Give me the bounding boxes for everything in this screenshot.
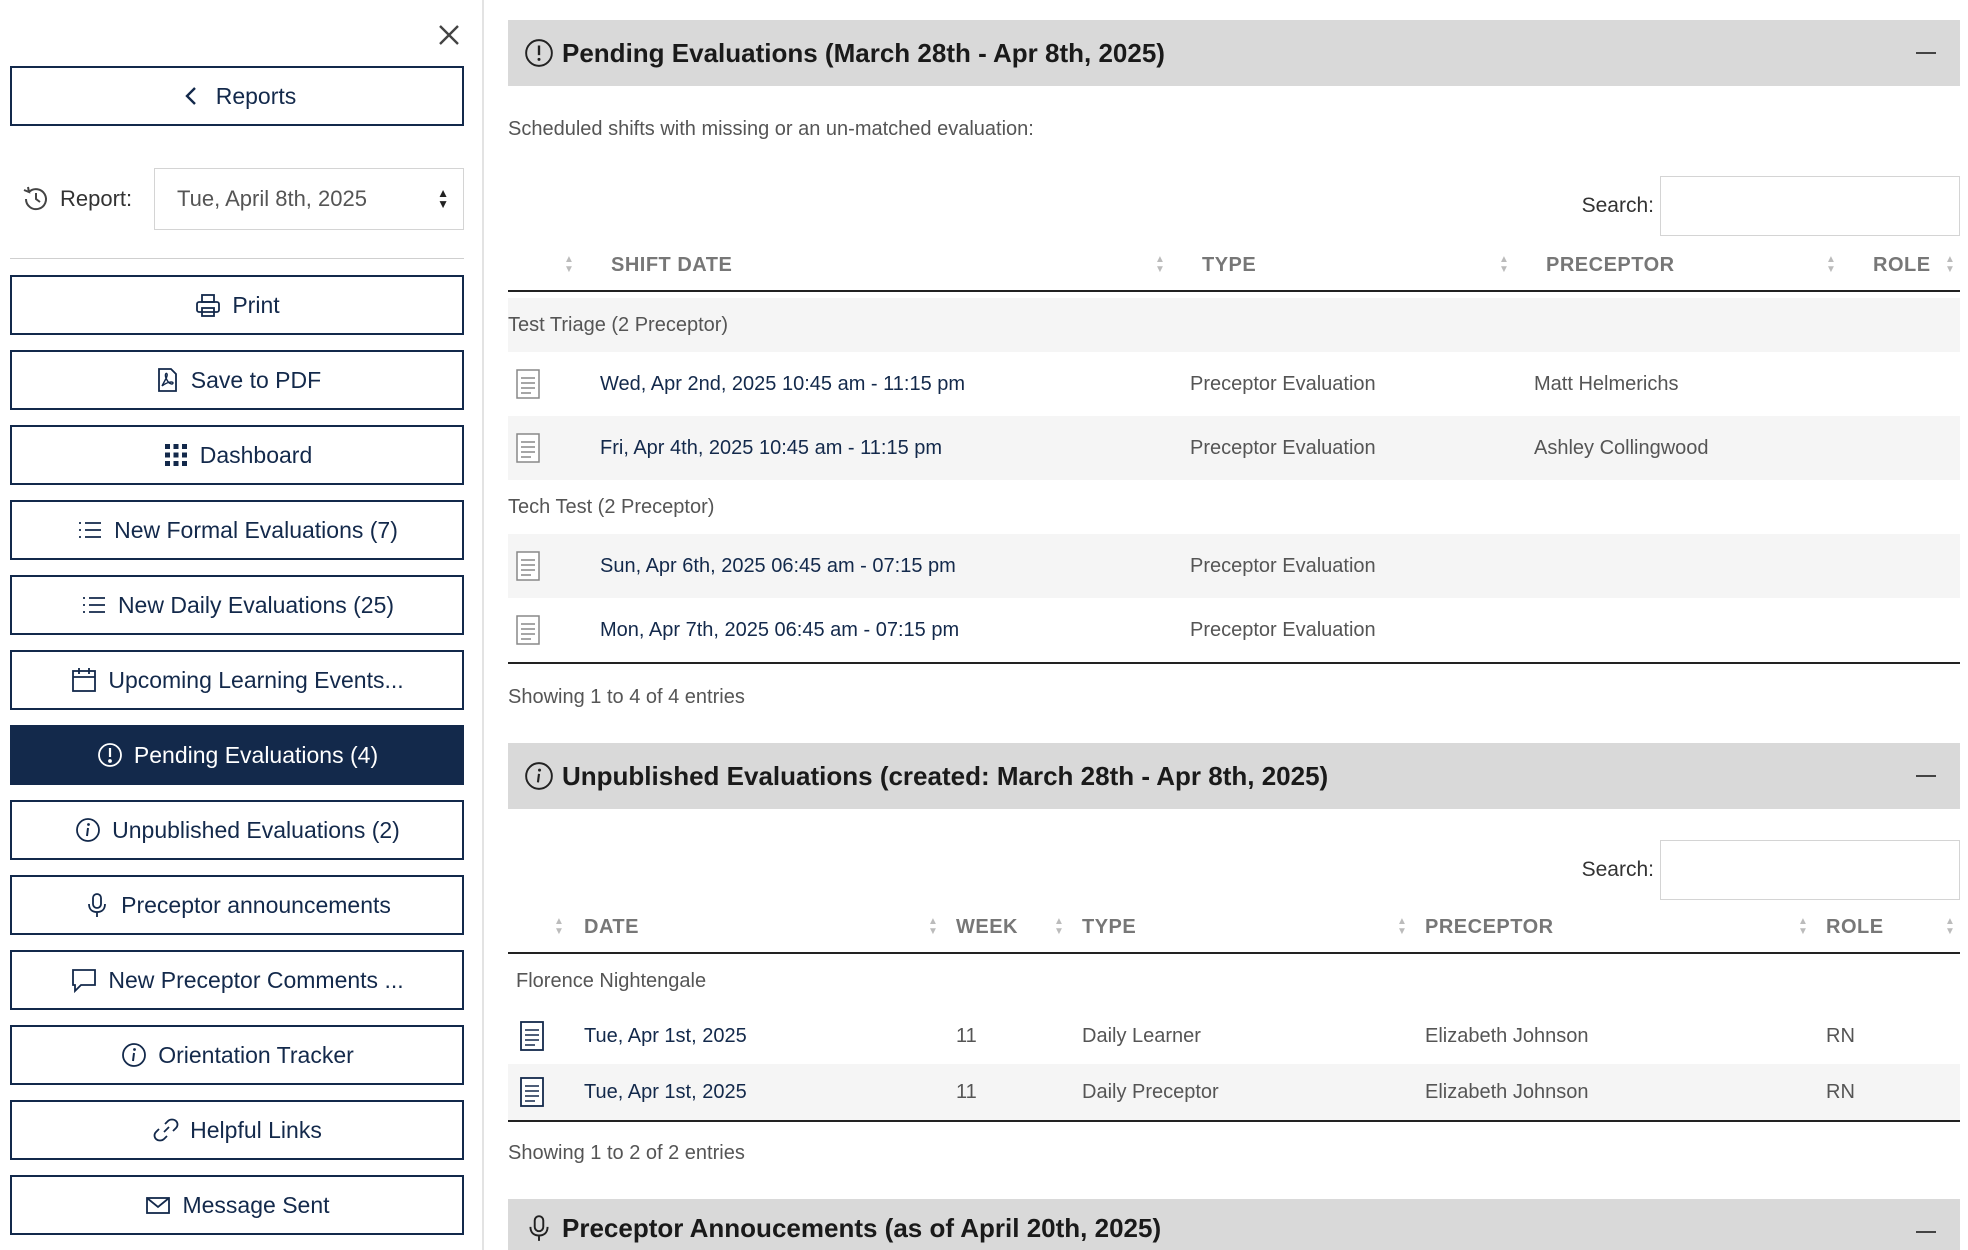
unpublished-search-label: Search: — [1581, 858, 1654, 881]
role-cell: RN — [1826, 1024, 1855, 1047]
column-header-preceptor[interactable]: PRECEPTOR — [1425, 915, 1554, 938]
column-header-type[interactable]: TYPE — [1202, 253, 1257, 276]
collapse-icon[interactable] — [1916, 759, 1942, 789]
unpublished-table-info: Showing 1 to 2 of 2 entries — [508, 1142, 745, 1164]
reports-back-label: Reports — [215, 82, 297, 109]
save-pdf-button[interactable] — [10, 350, 464, 410]
new-preceptor-comments-label: New Preceptor Comments ... — [108, 966, 404, 993]
unpublished-evaluations-header[interactable] — [508, 743, 1960, 809]
group-name: Test Triage (2 Preceptor) — [508, 313, 729, 336]
unpublished-evaluations-button[interactable] — [10, 800, 464, 860]
info-icon — [120, 1041, 148, 1069]
microphone-icon — [524, 1213, 554, 1243]
pending-table-info: Showing 1 to 4 of 4 entries — [508, 686, 745, 708]
sort-icon[interactable]: ▲ ▼ — [1826, 254, 1836, 275]
type-cell: Daily Preceptor — [1082, 1080, 1219, 1103]
pending-search — [1582, 176, 1960, 236]
pending-evaluations-label: Pending Evaluations (4) — [133, 741, 379, 768]
report-label — [20, 183, 154, 215]
type-cell: Preceptor Evaluation — [1190, 618, 1376, 641]
group-row — [508, 954, 1960, 1008]
new-daily-evaluations-label: New Daily Evaluations (25) — [117, 591, 395, 618]
sort-icon[interactable]: ▲ ▼ — [1499, 254, 1509, 275]
pending-evaluations-header[interactable] — [508, 20, 1960, 86]
sort-icon[interactable]: ▲ ▼ — [1054, 916, 1064, 937]
column-header-shift-date[interactable]: SHIFT DATE — [611, 253, 733, 276]
week-cell: 11 — [956, 1080, 977, 1103]
helpful-links-button[interactable] — [10, 1100, 464, 1160]
document-icon[interactable] — [516, 433, 540, 463]
sort-icon[interactable]: ▲ ▼ — [1397, 916, 1407, 937]
close-icon — [434, 20, 464, 50]
orientation-tracker-label: Orientation Tracker — [158, 1041, 354, 1068]
sort-icon[interactable]: ▲ ▼ — [564, 254, 574, 275]
pdf-icon — [153, 366, 181, 394]
list-icon — [80, 591, 108, 619]
microphone-icon — [83, 891, 111, 919]
comment-icon — [70, 966, 98, 994]
new-daily-evaluations-button[interactable] — [10, 575, 464, 635]
unpublished-table-header — [508, 900, 1960, 954]
shift-date-link[interactable]: Mon, Apr 7th, 2025 06:45 am - 07:15 pm — [600, 618, 960, 641]
column-header-type[interactable]: TYPE — [1082, 915, 1137, 938]
sort-icon[interactable]: ▲ ▼ — [928, 916, 938, 937]
document-icon[interactable] — [516, 369, 540, 399]
shift-date-link[interactable]: Sun, Apr 6th, 2025 06:45 am - 07:15 pm — [600, 554, 956, 577]
printer-icon — [194, 291, 222, 319]
sort-icon[interactable]: ▲ ▼ — [1155, 254, 1165, 275]
new-formal-evaluations-button[interactable] — [10, 500, 464, 560]
link-icon — [152, 1116, 180, 1144]
report-date-select[interactable] — [154, 168, 464, 230]
list-icon — [76, 516, 104, 544]
group-row — [508, 480, 1960, 534]
message-sent-label: Message Sent — [182, 1191, 330, 1218]
pending-search-input[interactable] — [1660, 176, 1960, 236]
group-name: Florence Nightengale — [516, 969, 707, 992]
sort-icon[interactable]: ▲ ▼ — [1798, 916, 1808, 937]
shift-date-link[interactable]: Wed, Apr 2nd, 2025 10:45 am - 11:15 pm — [600, 372, 966, 395]
dashboard-button[interactable] — [10, 425, 464, 485]
report-label-text: Report: — [60, 186, 133, 211]
new-formal-evaluations-label: New Formal Evaluations (7) — [114, 516, 398, 543]
history-icon — [20, 183, 52, 215]
preceptor-announcements-title: Preceptor Annoucements (as of April 20th, 2025) — [562, 1213, 1162, 1243]
sort-icon[interactable]: ▲ ▼ — [554, 916, 564, 937]
message-sent-button[interactable] — [10, 1175, 464, 1235]
evaluation-date-link[interactable]: Tue, Apr 1st, 2025 — [584, 1080, 747, 1103]
info-icon — [74, 816, 102, 844]
type-cell: Daily Learner — [1082, 1024, 1201, 1047]
role-cell: RN — [1826, 1080, 1855, 1103]
table-row — [508, 1008, 1960, 1064]
pending-table-header — [508, 238, 1960, 292]
pending-evaluations-button[interactable] — [10, 725, 464, 785]
shift-date-link[interactable]: Fri, Apr 4th, 2025 10:45 am - 11:15 pm — [600, 436, 943, 459]
type-cell: Preceptor Evaluation — [1190, 554, 1376, 577]
upcoming-learning-events-button[interactable] — [10, 650, 464, 710]
print-label: Print — [232, 291, 280, 318]
exclamation-icon — [524, 38, 554, 68]
upcoming-learning-events-label: Upcoming Learning Events... — [108, 666, 404, 693]
preceptor-cell: Elizabeth Johnson — [1425, 1080, 1589, 1103]
chevron-left-icon — [178, 82, 206, 110]
collapse-icon[interactable] — [1916, 36, 1942, 66]
table-bottom-border — [508, 1120, 1960, 1122]
type-cell: Preceptor Evaluation — [1190, 436, 1376, 459]
pending-intro-text: Scheduled shifts with missing or an un-matched evaluation: — [508, 118, 1034, 140]
new-preceptor-comments-button[interactable] — [10, 950, 464, 1010]
sort-icon[interactable]: ▲ ▼ — [1945, 916, 1955, 937]
unpublished-search-input[interactable] — [1660, 840, 1960, 900]
table-row — [508, 416, 1960, 480]
week-cell: 11 — [956, 1024, 977, 1047]
column-header-date[interactable]: DATE — [584, 915, 639, 938]
table-bottom-border — [508, 662, 1960, 664]
exclamation-icon — [96, 741, 124, 769]
orientation-tracker-button[interactable] — [10, 1025, 464, 1085]
report-selector-row — [20, 168, 464, 230]
document-icon[interactable] — [520, 1077, 544, 1107]
evaluation-date-link[interactable]: Tue, Apr 1st, 2025 — [584, 1024, 747, 1047]
preceptor-announcements-button[interactable] — [10, 875, 464, 935]
table-row — [508, 1064, 1960, 1120]
document-icon[interactable] — [516, 551, 540, 581]
table-row — [508, 534, 1960, 598]
preceptor-cell: Ashley Collingwood — [1534, 436, 1709, 459]
print-button[interactable] — [10, 275, 464, 335]
helpful-links-label: Helpful Links — [190, 1116, 322, 1143]
collapse-icon[interactable] — [1916, 1215, 1942, 1245]
preceptor-announcements-header[interactable] — [508, 1199, 1960, 1250]
pending-evaluations-title: Pending Evaluations (March 28th - Apr 8th, 2025) — [562, 37, 1165, 68]
pending-search-label: Search: — [1581, 194, 1654, 217]
reports-back-button[interactable] — [10, 66, 464, 126]
document-icon[interactable] — [516, 615, 540, 645]
column-header-preceptor[interactable]: PRECEPTOR — [1546, 253, 1675, 276]
sort-icon[interactable]: ▲ ▼ — [1945, 254, 1955, 275]
save-pdf-label: Save to PDF — [190, 366, 322, 393]
group-row — [508, 298, 1960, 352]
sidebar-divider — [10, 258, 464, 259]
report-date-value: Tue, April 8th, 2025 — [177, 186, 367, 211]
close-sidebar-button[interactable] — [434, 20, 464, 50]
preceptor-cell: Matt Helmerichs — [1534, 372, 1679, 395]
calendar-icon — [70, 666, 98, 694]
unpublished-search — [1582, 840, 1960, 900]
grid-icon — [162, 441, 190, 469]
document-icon[interactable] — [520, 1021, 544, 1051]
unpublished-evaluations-label: Unpublished Evaluations (2) — [112, 816, 400, 843]
column-header-week[interactable]: WEEK — [956, 915, 1018, 938]
unpublished-evaluations-title: Unpublished Evaluations (created: March 28th - Apr 8th, 2025) — [562, 760, 1329, 791]
sidebar — [0, 0, 484, 1250]
group-name: Tech Test (2 Preceptor) — [508, 495, 715, 518]
preceptor-cell: Elizabeth Johnson — [1425, 1024, 1589, 1047]
info-icon — [524, 761, 554, 791]
select-arrows-icon: ▲ ▼ — [437, 186, 449, 211]
dashboard-label: Dashboard — [199, 441, 313, 468]
table-row — [508, 352, 1960, 416]
column-header-role[interactable]: ROLE — [1826, 915, 1884, 938]
preceptor-announcements-label: Preceptor announcements — [121, 891, 391, 918]
column-header-role[interactable]: ROLE — [1873, 253, 1931, 276]
table-row — [508, 598, 1960, 662]
type-cell: Preceptor Evaluation — [1190, 372, 1376, 395]
envelope-icon — [144, 1191, 172, 1219]
